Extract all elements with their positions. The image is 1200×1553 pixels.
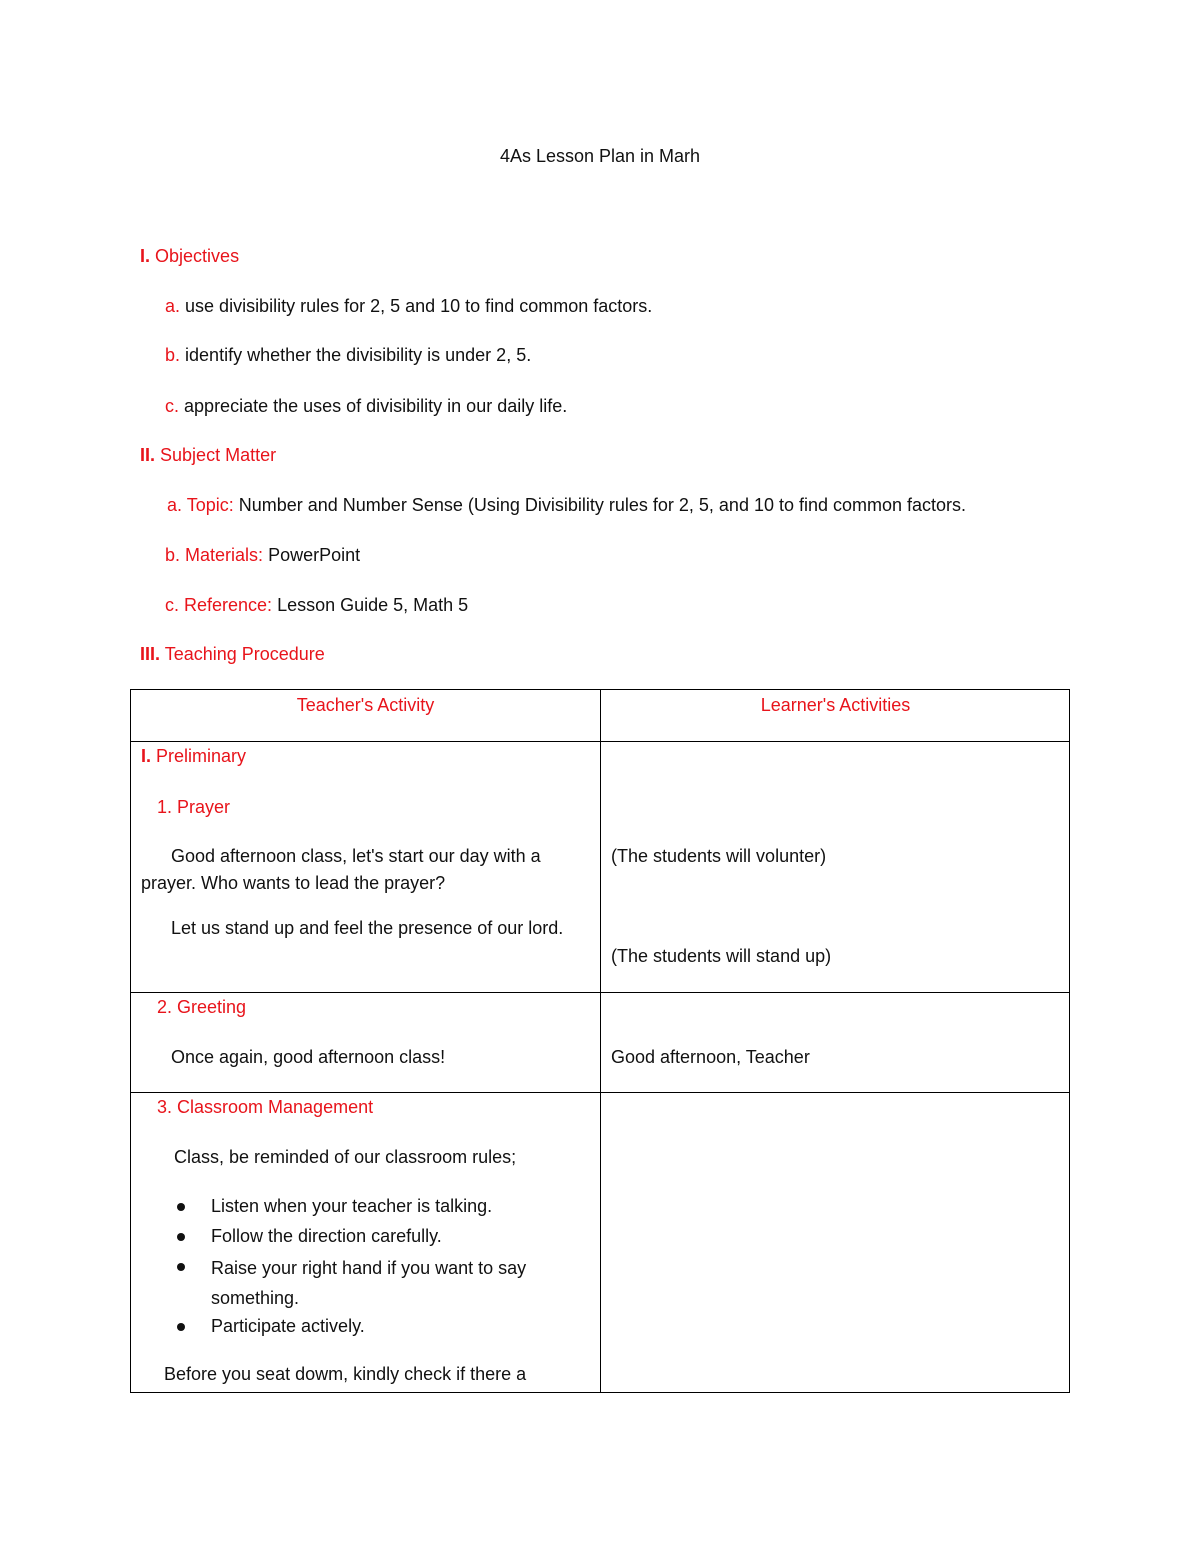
preliminary-text: Preliminary xyxy=(156,746,247,766)
objectives-heading-num: I. xyxy=(140,246,151,266)
row-divider xyxy=(131,741,1069,742)
objectives-heading-text: Objectives xyxy=(155,246,240,266)
prayer-heading: 1. Prayer xyxy=(157,797,231,817)
procedure-heading xyxy=(140,643,325,665)
bullet-icon xyxy=(177,1233,185,1241)
header-learner-activities: Learner's Activities xyxy=(760,695,911,715)
row-divider xyxy=(131,1092,1069,1093)
bullet-icon xyxy=(177,1203,185,1211)
procedure-heading-num: III. xyxy=(140,644,161,664)
objective-letter: a. xyxy=(165,296,181,316)
management-closing: Before you seat dowm, kindly check if there a xyxy=(164,1364,527,1384)
header-teacher-activity: Teacher's Activity xyxy=(296,695,435,715)
objective-item-c xyxy=(165,395,567,417)
prayer-teacher-line-2: Let us stand up and feel the presence of our lord. xyxy=(171,918,564,938)
objective-item-a xyxy=(165,295,652,317)
objectives-heading xyxy=(140,245,239,267)
objective-letter: c. xyxy=(165,396,180,416)
management-intro: Class, be reminded of our classroom rules; xyxy=(174,1147,517,1167)
bullet-icon xyxy=(177,1263,185,1271)
subject-label: a. Topic: xyxy=(167,495,234,515)
greeting-learner-line: Good afternoon, Teacher xyxy=(611,1047,810,1067)
bullet-icon xyxy=(177,1323,185,1331)
page-title: 4As Lesson Plan in Marh xyxy=(499,146,701,166)
rule-item: Listen when your teacher is talking. xyxy=(211,1196,493,1216)
greeting-heading: 2. Greeting xyxy=(157,997,247,1017)
subject-topic xyxy=(167,494,966,516)
subject-text: Lesson Guide 5, Math 5 xyxy=(277,595,469,615)
preliminary-num: I. xyxy=(141,746,152,766)
row-divider xyxy=(131,992,1069,993)
procedure-heading-text: Teaching Procedure xyxy=(164,644,325,664)
procedure-table xyxy=(130,689,1070,1393)
preliminary-heading xyxy=(141,743,246,770)
subject-matter-heading xyxy=(140,444,276,466)
objective-text: use divisibility rules for 2, 5 and 10 to find common factors. xyxy=(185,296,653,316)
subject-matter-heading-num: II. xyxy=(140,445,156,465)
objective-letter: b. xyxy=(165,345,181,365)
subject-matter-heading-text: Subject Matter xyxy=(160,445,277,465)
prayer-teacher-line-1: Good afternoon class, let's start our day with a prayer. Who wants to lead the prayer? xyxy=(141,846,541,893)
prayer-learner-line-1: (The students will volunter) xyxy=(611,846,827,866)
subject-reference xyxy=(165,594,468,616)
subject-label: c. Reference: xyxy=(165,595,273,615)
subject-text: Number and Number Sense (Using Divisibility rules for 2, 5, and 10 to find common factors. xyxy=(238,495,967,515)
objective-text: identify whether the divisibility is under 2, 5. xyxy=(185,345,532,365)
column-divider xyxy=(600,690,601,1392)
rule-item: Raise your right hand if you want to say something. xyxy=(211,1258,527,1308)
prayer-learner-line-2: (The students will stand up) xyxy=(611,946,832,966)
rule-item: Follow the direction carefully. xyxy=(211,1226,442,1246)
subject-materials xyxy=(165,544,360,566)
subject-text: PowerPoint xyxy=(268,545,361,565)
greeting-teacher-line: Once again, good afternoon class! xyxy=(171,1047,446,1067)
objective-item-b xyxy=(165,344,531,366)
objective-text: appreciate the uses of divisibility in our daily life. xyxy=(184,396,568,416)
subject-label: b. Materials: xyxy=(165,545,264,565)
management-heading: 3. Classroom Management xyxy=(157,1097,374,1117)
rule-item: Participate actively. xyxy=(211,1316,365,1336)
